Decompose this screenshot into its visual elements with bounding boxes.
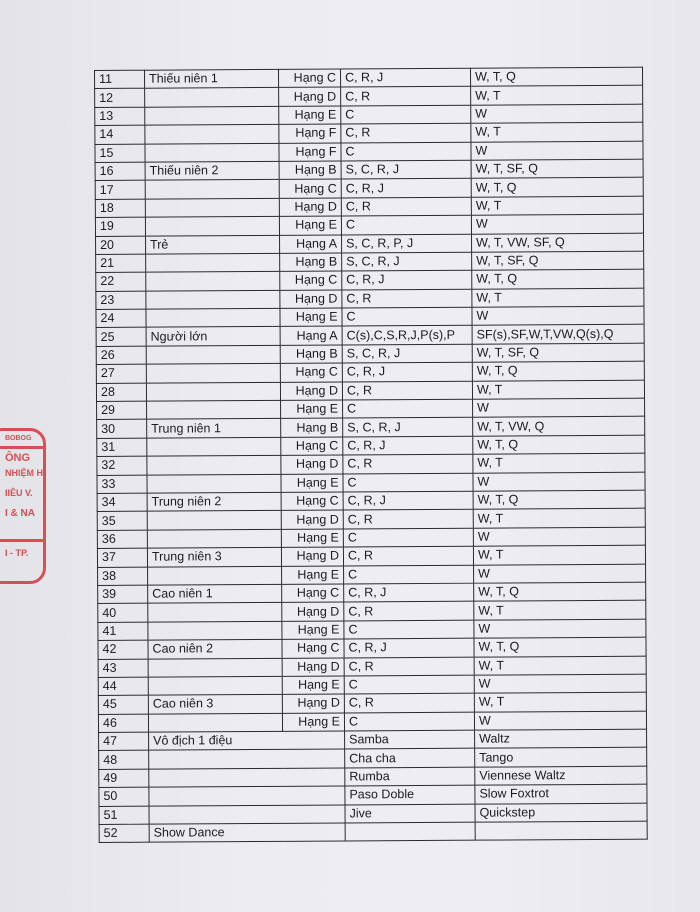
class-cell: Hạng E <box>279 216 341 235</box>
standard-dances-cell: W, T <box>474 600 646 619</box>
latin-dances-cell: C <box>341 142 471 161</box>
category-cell <box>148 713 282 732</box>
stamp-line: NHIỆM H <box>5 468 43 478</box>
class-cell: Hạng E <box>282 621 344 640</box>
latin-dances-cell: C, R <box>343 510 473 529</box>
latin-dances-cell: C, R <box>344 657 474 676</box>
category-cell: Cao niên 1 <box>148 584 282 603</box>
category-cell: Show Dance <box>149 823 345 843</box>
class-cell: Hạng B <box>280 345 342 364</box>
class-cell: Hạng E <box>279 106 341 125</box>
latin-dance-cell: Jive <box>345 804 475 823</box>
latin-dances-cell: C <box>342 307 472 326</box>
row-number: 24 <box>96 309 146 328</box>
row-number: 30 <box>97 420 147 439</box>
class-cell: Hạng C <box>281 437 343 456</box>
standard-dances-cell: W, T <box>474 656 646 675</box>
row-number: 33 <box>97 475 147 494</box>
latin-dances-cell: C, R, J <box>344 638 474 657</box>
standard-dances-cell: W, T, SF, Q <box>471 159 643 178</box>
row-number: 50 <box>99 787 149 806</box>
standard-dances-cell: W, T, Q <box>472 361 644 380</box>
category-cell <box>148 603 282 622</box>
category-cell <box>148 658 282 677</box>
row-number: 36 <box>97 530 147 549</box>
category-cell <box>145 198 279 217</box>
row-number: 44 <box>98 677 148 696</box>
latin-dance-cell: Samba <box>345 730 475 749</box>
latin-dances-cell: C, R, J <box>340 68 470 87</box>
class-cell: Hạng A <box>280 326 342 345</box>
stamp-line: ÔNG <box>5 452 31 464</box>
category-cell <box>147 474 281 493</box>
class-cell: Hạng D <box>280 382 342 401</box>
row-number: 39 <box>98 585 148 604</box>
latin-dances-cell: C, R, J <box>342 270 472 289</box>
row-number: 13 <box>95 107 145 126</box>
class-cell: Hạng B <box>279 161 341 180</box>
standard-dances-cell: W, T, Q <box>472 269 644 288</box>
standard-dances-cell: W, T <box>472 380 644 399</box>
latin-dances-cell: C, R <box>341 87 471 106</box>
category-cell <box>147 437 281 456</box>
table-row <box>99 821 647 843</box>
standard-dances-cell: W, T, VW, Q <box>473 417 645 436</box>
row-number: 43 <box>98 659 148 678</box>
standard-dances-cell: W <box>471 141 643 160</box>
class-cell: Hạng B <box>280 253 342 272</box>
class-cell: Hạng C <box>282 639 344 658</box>
competition-table <box>94 67 648 844</box>
standard-dances-cell: W, T, VW, SF, Q <box>472 233 644 252</box>
class-cell: Hạng E <box>282 713 344 732</box>
class-cell: Hạng E <box>282 676 344 695</box>
latin-dance-cell: Paso Doble <box>345 785 475 804</box>
standard-dances-cell: W <box>474 674 646 693</box>
row-number: 41 <box>98 622 148 641</box>
standard-dances-cell: W, T <box>472 288 644 307</box>
category-cell <box>146 272 280 291</box>
row-number: 27 <box>96 364 146 383</box>
row-number: 25 <box>96 328 146 347</box>
category-cell <box>147 400 281 419</box>
row-number: 42 <box>98 640 148 659</box>
latin-dances-cell: C <box>343 399 473 418</box>
row-number: 35 <box>97 512 147 531</box>
latin-dances-cell: C, R <box>342 381 472 400</box>
category-cell: Thiếu niên 2 <box>145 161 279 180</box>
row-number: 23 <box>96 291 146 310</box>
latin-dances-cell: S, C, R, J <box>341 160 471 179</box>
standard-dances-cell: W <box>473 527 645 546</box>
row-number: 47 <box>99 732 149 751</box>
standard-dances-cell: W <box>472 306 644 325</box>
category-cell <box>149 768 345 788</box>
latin-dances-cell: C, R, J <box>341 179 471 198</box>
row-number: 48 <box>99 751 149 770</box>
category-cell: Cao niên 2 <box>148 639 282 658</box>
stamp-line: IIÊU V. <box>5 488 33 498</box>
row-number: 22 <box>96 272 146 291</box>
latin-dances-cell: C <box>344 620 474 639</box>
standard-dances-cell: SF(s),SF,W,T,VW,Q(s),Q <box>472 325 644 344</box>
category-cell: Cao niên 3 <box>148 695 282 714</box>
category-cell <box>145 106 279 125</box>
class-cell: Hạng E <box>281 529 343 548</box>
row-number: 26 <box>96 346 146 365</box>
row-number: 46 <box>98 714 148 733</box>
category-cell <box>147 456 281 475</box>
category-cell: Thiếu niên 1 <box>145 69 279 88</box>
standard-dances-cell: W <box>474 564 646 583</box>
category-cell <box>146 364 280 383</box>
row-number: 31 <box>97 438 147 457</box>
category-cell <box>146 308 280 327</box>
category-cell <box>149 805 345 825</box>
row-number: 17 <box>95 181 145 200</box>
standard-dance-cell: Slow Foxtrot <box>475 784 647 803</box>
class-cell: Hạng C <box>282 584 344 603</box>
class-cell: Hạng C <box>279 179 341 198</box>
latin-dance-cell: Cha cha <box>345 749 475 768</box>
latin-dances-cell: C, R <box>343 546 473 565</box>
row-number: 29 <box>97 401 147 420</box>
row-number: 32 <box>97 456 147 475</box>
category-cell <box>145 143 279 162</box>
standard-dances-cell: W, T, Q <box>471 177 643 196</box>
standard-dances-cell: W <box>473 472 645 491</box>
latin-dances-cell: C <box>343 473 473 492</box>
latin-dances-cell: S, C, R, J <box>342 252 472 271</box>
category-cell <box>147 529 281 548</box>
standard-dances-cell: W, T, Q <box>473 490 645 509</box>
row-number: 38 <box>98 567 148 586</box>
row-number: 12 <box>95 89 145 108</box>
class-cell: Hạng D <box>282 694 344 713</box>
standard-dances-cell: W <box>473 398 645 417</box>
category-cell <box>149 749 345 769</box>
class-cell: Hạng C <box>278 69 340 88</box>
category-cell: Trẻ <box>146 235 280 254</box>
row-number: 34 <box>97 493 147 512</box>
row-number: 52 <box>99 824 149 843</box>
class-cell: Hạng E <box>282 566 344 585</box>
row-number: 28 <box>96 383 146 402</box>
class-cell: Hạng E <box>281 400 343 419</box>
standard-dances-cell: W <box>474 711 646 730</box>
row-number: 16 <box>95 162 145 181</box>
standard-dances-cell: W, T <box>471 86 643 105</box>
standard-dances-cell: W, T, Q <box>474 582 646 601</box>
category-cell <box>148 676 282 695</box>
category-cell <box>145 216 279 235</box>
standard-dances-cell: W <box>471 214 643 233</box>
latin-dances-cell: S, C, R, J <box>342 344 472 363</box>
row-number: 20 <box>96 236 146 255</box>
standard-dances-cell: W, T, Q <box>473 435 645 454</box>
standard-dances-cell: W, T <box>473 453 645 472</box>
category-cell: Trung niên 2 <box>147 492 281 511</box>
standard-dances-cell: W, T, SF, Q <box>472 251 644 270</box>
class-cell: Hạng D <box>281 547 343 566</box>
stamp-line: I - TP. <box>5 548 29 558</box>
standard-dances-cell: W, T <box>471 196 643 215</box>
class-cell: Hạng E <box>281 474 343 493</box>
class-cell: Hạng C <box>280 271 342 290</box>
class-cell: Hạng B <box>281 418 343 437</box>
latin-dances-cell: C <box>344 712 474 731</box>
class-cell: Hạng D <box>280 290 342 309</box>
row-number: 14 <box>95 125 145 144</box>
latin-dances-cell: C <box>341 105 471 124</box>
category-cell <box>146 253 280 272</box>
category-cell <box>146 345 280 364</box>
row-number: 18 <box>95 199 145 218</box>
standard-dance-cell <box>475 821 647 840</box>
standard-dances-cell: W, T, SF, Q <box>472 343 644 362</box>
class-cell: Hạng E <box>280 308 342 327</box>
class-cell: Hạng D <box>281 510 343 529</box>
standard-dances-cell: W, T, Q <box>474 637 646 656</box>
category-cell: Trung niên 1 <box>147 419 281 438</box>
standard-dances-cell: W, T <box>474 692 646 711</box>
stamp-bar <box>0 446 43 449</box>
row-number: 11 <box>95 70 145 89</box>
latin-dances-cell: C <box>344 675 474 694</box>
category-cell: Trung niên 3 <box>147 548 281 567</box>
latin-dances-cell: C, R, J <box>343 436 473 455</box>
category-cell <box>146 382 280 401</box>
latin-dances-cell: C, R <box>343 454 473 473</box>
standard-dances-cell: W, T <box>471 122 643 141</box>
row-number: 51 <box>99 806 149 825</box>
standard-dances-cell: W, T <box>473 545 645 564</box>
latin-dance-cell <box>345 822 475 841</box>
row-number: 19 <box>95 217 145 236</box>
class-cell: Hạng C <box>281 492 343 511</box>
category-cell <box>145 180 279 199</box>
standard-dances-cell: W <box>474 619 646 638</box>
stamp-line: BOBOG <box>5 435 32 442</box>
standard-dance-cell: Quickstep <box>475 803 647 822</box>
stamp-line: I & NA <box>5 508 35 519</box>
category-cell <box>146 290 280 309</box>
row-number: 45 <box>98 695 148 714</box>
red-stamp-seal <box>0 428 46 584</box>
class-cell: Hạng F <box>279 124 341 143</box>
category-cell <box>149 786 345 806</box>
latin-dances-cell: C, R <box>341 197 471 216</box>
latin-dances-cell: C, R <box>344 602 474 621</box>
latin-dances-cell: C <box>341 215 471 234</box>
latin-dance-cell: Rumba <box>345 767 475 786</box>
category-cell <box>145 88 279 107</box>
row-number: 15 <box>95 144 145 163</box>
class-cell: Hạng D <box>282 657 344 676</box>
latin-dances-cell: C, R <box>341 123 471 142</box>
latin-dances-cell: C(s),C,S,R,J,P(s),P <box>342 326 472 345</box>
latin-dances-cell: C <box>344 565 474 584</box>
class-cell: Hạng D <box>282 602 344 621</box>
category-cell <box>148 621 282 640</box>
row-number: 40 <box>98 604 148 623</box>
row-number: 37 <box>97 548 147 567</box>
category-cell: Người lớn <box>146 327 280 346</box>
standard-dances-cell: W, T, Q <box>470 67 642 86</box>
category-cell <box>145 125 279 144</box>
class-cell: Hạng D <box>279 198 341 217</box>
class-cell: Hạng D <box>281 455 343 474</box>
class-cell: Hạng C <box>280 363 342 382</box>
class-cell: Hạng F <box>279 143 341 162</box>
category-cell: Vô địch 1 điệu <box>149 731 345 751</box>
latin-dances-cell: C <box>343 528 473 547</box>
latin-dances-cell: C, R <box>342 289 472 308</box>
latin-dances-cell: C, R, J <box>344 583 474 602</box>
category-cell <box>147 511 281 530</box>
row-number: 21 <box>96 254 146 273</box>
latin-dances-cell: S, C, R, J <box>343 418 473 437</box>
class-cell: Hạng A <box>280 235 342 254</box>
latin-dances-cell: C, R <box>344 693 474 712</box>
standard-dance-cell: Waltz <box>475 729 647 748</box>
latin-dances-cell: C, R, J <box>343 491 473 510</box>
latin-dances-cell: C, R, J <box>342 362 472 381</box>
row-number: 49 <box>99 769 149 788</box>
standard-dances-cell: W <box>471 104 643 123</box>
standard-dances-cell: W, T <box>473 509 645 528</box>
category-cell <box>148 566 282 585</box>
stamp-bar <box>0 539 43 542</box>
standard-dance-cell: Tango <box>475 748 647 767</box>
latin-dances-cell: S, C, R, P, J <box>342 234 472 253</box>
class-cell: Hạng D <box>279 87 341 106</box>
standard-dance-cell: Viennese Waltz <box>475 766 647 785</box>
